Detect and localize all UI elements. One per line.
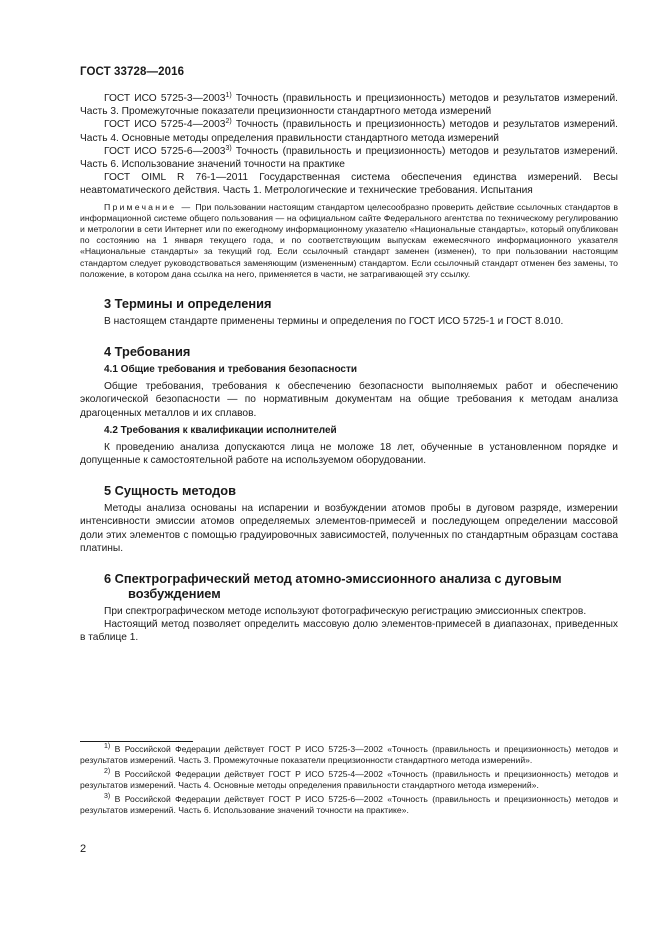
note-text: При пользовании настоящим стандартом целесообразно проверить действие ссылочных стандартов в информационной системе общего пользования — на официальном сайте Федерального агентства по техническому регулированию и метрологии в сети Интернет или по ежегодному информационному указателю «Национальные стандарты», который опубликован по состоянию на 1 января текущего года, и по соответствующим выпускам ежемесячного информационного указателя «Национальные стандарты» за текущий год. Если ссылочный стандарт заменен (изменен), то при пользовании настоящим стандартом следует руководствоваться заменяющим (измененным) стандартом. Если ссылочный стандарт отменен без замены, то положение, в котором дана ссылка на него, применяется в части, не затрагивающей эту ссылку. xyxy=(80,201,618,279)
section-6-text-1: При спектрографическом методе используют фотографическую регистрацию эмиссионных спектров. xyxy=(104,606,587,618)
page-number: 2 xyxy=(80,843,87,855)
subsection-4-2-title: 4.2 Требования к квалификации исполнителей xyxy=(104,424,337,436)
footnote-mark: 3) xyxy=(225,144,232,152)
reference-item: ГОСТ ИСО 5725-6—2003$^{3)}$ Точность (правильность и прецизионность) методов и результатов измерений. Часть 6. Использование значений точности на практике xyxy=(80,144,618,171)
note-label: Примечание — xyxy=(104,201,193,212)
page-header-doc-code: ГОСТ 33728—2016 xyxy=(80,66,185,78)
section-5-text: Методы анализа основаны на испарении и возбуждении атомов пробы в дуговом разряде, измерении интенсивности эмиссии атомов определяемых элементов-примесей и последующем определении массовой доли этих элементов с помощью градуировочных зависимостей, полученных по стандартным образцам состава платины. xyxy=(80,503,618,554)
reference-item: ГОСТ OIML R 76-1—2011 Государственная система обеспечения единства измерений. Весы неавтоматического действия. Часть 1. Метрологические и технические требования. Испытания xyxy=(80,172,618,197)
footnote-item: $^{2)}$ В Российской Федерации действует ГОСТ Р ИСО 5725-4—2002 «Точность (правильность и прецизионность) методов и результатов измерений. Часть 4. Основные методы определения правильности стандартного метода измерений». xyxy=(80,768,618,790)
footnote-mark: 3) xyxy=(104,793,111,800)
footnote-item: $^{1)}$ В Российской Федерации действует ГОСТ Р ИСО 5725-3—2002 «Точность (правильность и прецизионность) методов и результатов измерений. Часть 3. Промежуточные показатели прецизионности стандартного метода измерений». xyxy=(80,743,618,765)
subsection-4-1-title: 4.1 Общие требования и требования безопасности xyxy=(104,364,358,376)
footnote-mark: 1) xyxy=(225,92,232,99)
main-content xyxy=(80,92,618,645)
section-6-title: 6 Спектрографический метод атомно-эмиссионного анализа с дуговым возбуждением xyxy=(104,571,562,602)
reference-item: ГОСТ ИСО 5725-3—2003$^{1)}$ Точность (правильность и прецизионность) методов и результатов измерений. Часть 3. Промежуточные показатели прецизионности стандартного метода измерений xyxy=(80,92,618,118)
section-5-title: 5 Сущность методов xyxy=(104,483,236,499)
note-block xyxy=(80,202,618,280)
section-3-title: 3 Термины и определения xyxy=(104,296,272,312)
section-3-text: В настоящем стандарте применены термины и определения по ГОСТ ИСО 5725-1 и ГОСТ 8.010. xyxy=(104,316,564,328)
footnote-item: $^{3)}$ В Российской Федерации действует ГОСТ Р ИСО 5725-6—2002 «Точность (правильность и прецизионность) методов и результатов измерений. Часть 6. Использование значений точности на практике». xyxy=(80,793,618,815)
footnotes xyxy=(80,744,618,819)
subsection-4-2-text: К проведению анализа допускаются лица не моложе 18 лет, обученные в установленном порядке и допущенные к самостоятельной работе на используемом оборудовании. xyxy=(80,441,618,467)
section-4-title: 4 Требования xyxy=(104,344,191,360)
reference-item: ГОСТ ИСО 5725-4—2003$^{2)}$ Точность (правильность и прецизионность) методов и результатов измерений. Часть 4. Основные методы определения правильности стандартного метода измерений xyxy=(80,118,618,144)
subsection-4-1-text: Общие требования, требования к обеспечению безопасности выполняемых работ и обеспечению экологической безопасности — по нормативным документам на общие требования к методам анализа драгоценных металлов и их сплавов. xyxy=(80,381,618,419)
section-6-text-2: Настоящий метод позволяет определить массовую долю элементов-примесей в диапазонах, приведенных в таблице 1. xyxy=(80,619,618,644)
footnote-mark: 2) xyxy=(225,118,232,126)
footnote-mark: 2) xyxy=(104,768,111,775)
footnote-mark: 1) xyxy=(104,743,111,750)
footnote-divider xyxy=(80,741,193,742)
